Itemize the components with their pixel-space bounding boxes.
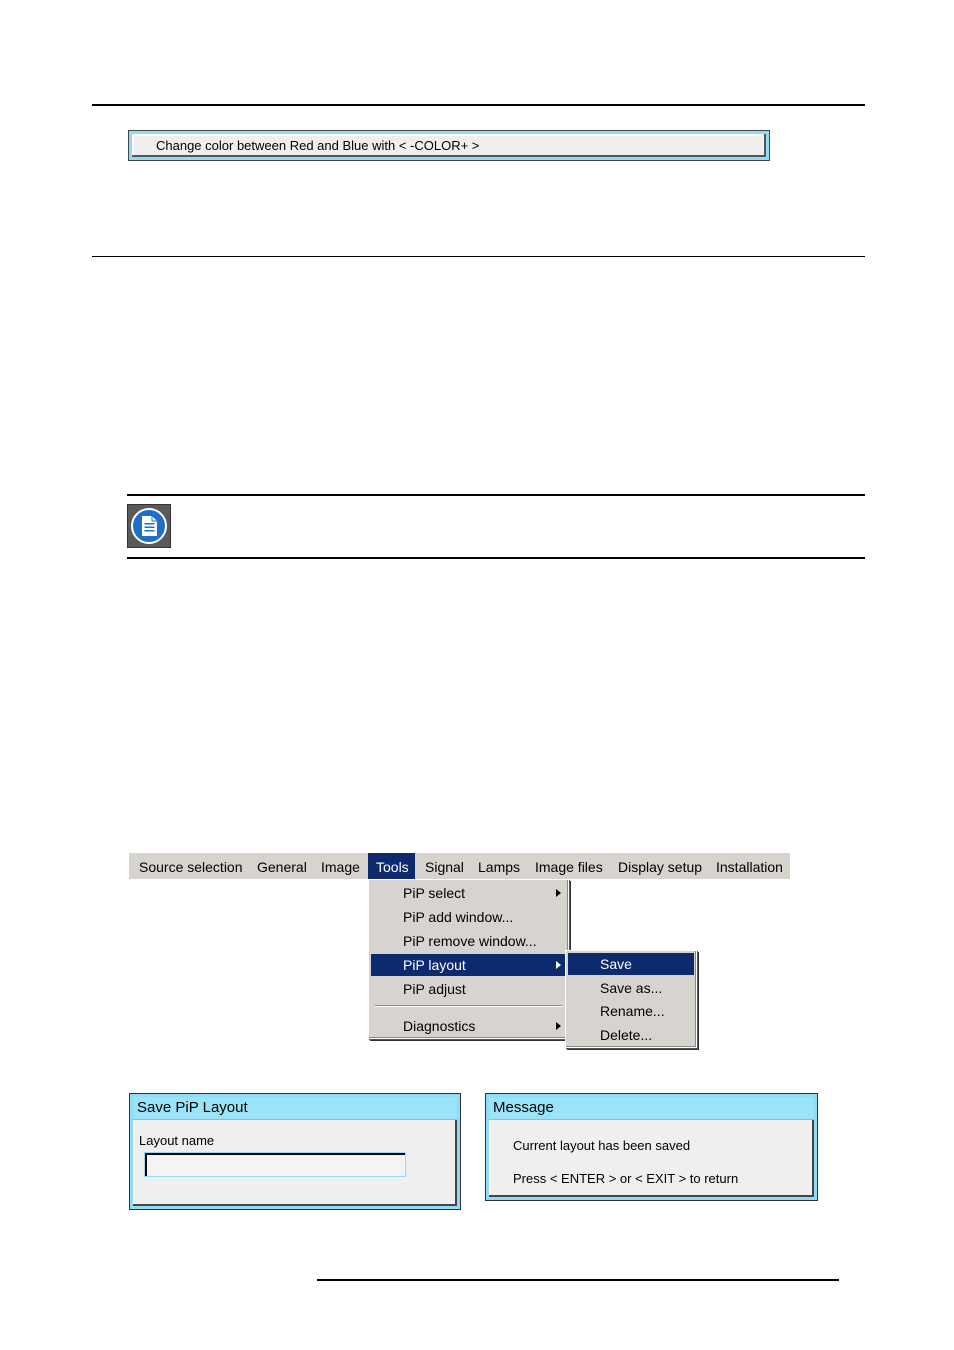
dropdown-separator bbox=[375, 1005, 562, 1007]
layout-name-input[interactable] bbox=[144, 1152, 406, 1177]
menu-image[interactable]: Image bbox=[321, 859, 360, 875]
save-as-label: Save as... bbox=[600, 980, 663, 996]
menu-general[interactable]: General bbox=[257, 859, 307, 875]
submenu-item-delete[interactable] bbox=[568, 1024, 694, 1046]
dropdown-item-diagnostics[interactable] bbox=[371, 1015, 566, 1037]
color-change-text: Change color between Red and Blue with < -COLOR+ > bbox=[156, 138, 480, 153]
chevron-right-icon bbox=[556, 1022, 561, 1030]
section-rule bbox=[92, 256, 865, 257]
layout-name-label: Layout name bbox=[139, 1133, 215, 1148]
dropdown-item-pip-add-window[interactable] bbox=[371, 906, 566, 928]
submenu-item-save[interactable] bbox=[568, 953, 694, 975]
rename-label: Rename... bbox=[600, 1003, 665, 1019]
delete-label: Delete... bbox=[600, 1027, 653, 1043]
menu-source-selection[interactable]: Source selection bbox=[139, 859, 243, 875]
message-dialog-title: Message bbox=[489, 1097, 814, 1120]
main-menu-bar bbox=[129, 853, 790, 879]
color-change-dialog bbox=[129, 131, 769, 160]
dropdown-item-pip-select[interactable] bbox=[371, 882, 566, 904]
dropdown-item-pip-adjust[interactable] bbox=[371, 978, 566, 1000]
menu-image-files[interactable]: Image files bbox=[535, 859, 603, 875]
diagnostics-label: Diagnostics bbox=[403, 1018, 476, 1034]
pip-layout-label: PiP layout bbox=[403, 957, 466, 973]
pip-layout-submenu bbox=[565, 950, 697, 1048]
menu-tools[interactable]: Tools bbox=[368, 853, 415, 879]
note-top-rule bbox=[127, 494, 865, 496]
pip-remove-window-label: PiP remove window... bbox=[403, 933, 537, 949]
message-return-hint: Press < ENTER > or < EXIT > to return bbox=[513, 1171, 739, 1186]
menu-display-setup[interactable]: Display setup bbox=[618, 859, 703, 875]
pip-adjust-label: PiP adjust bbox=[403, 981, 466, 997]
menu-lamps[interactable]: Lamps bbox=[478, 859, 521, 875]
message-dialog bbox=[486, 1094, 817, 1200]
tools-dropdown bbox=[368, 879, 569, 1039]
pip-select-label: PiP select bbox=[403, 885, 465, 901]
chevron-right-icon bbox=[556, 961, 561, 969]
submenu-item-rename[interactable] bbox=[568, 1000, 694, 1022]
chevron-right-icon bbox=[556, 889, 561, 897]
message-saved-text: Current layout has been saved bbox=[513, 1138, 691, 1153]
submenu-item-save-as[interactable] bbox=[568, 977, 694, 999]
dropdown-item-pip-layout[interactable] bbox=[371, 954, 566, 976]
note-bottom-rule bbox=[127, 557, 865, 559]
footer-rule bbox=[317, 1279, 839, 1281]
header-rule bbox=[92, 104, 865, 106]
save-label: Save bbox=[600, 956, 632, 972]
save-pip-layout-dialog bbox=[130, 1094, 460, 1209]
note-document-icon bbox=[127, 504, 171, 548]
pip-add-window-label: PiP add window... bbox=[403, 909, 514, 925]
dropdown-item-pip-remove-window[interactable] bbox=[371, 930, 566, 952]
save-dialog-title: Save PiP Layout bbox=[133, 1097, 457, 1120]
menu-installation[interactable]: Installation bbox=[716, 859, 783, 875]
menu-signal[interactable]: Signal bbox=[425, 859, 464, 875]
